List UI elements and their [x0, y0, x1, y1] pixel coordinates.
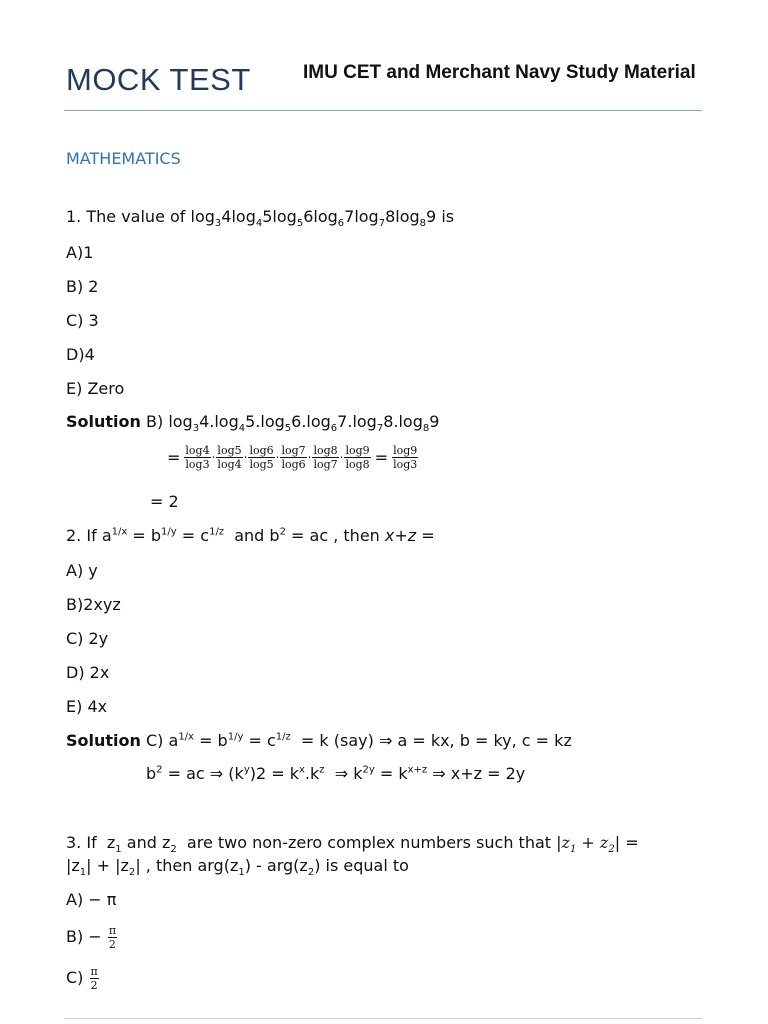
multiply-dot: ·	[339, 450, 344, 465]
log-fraction: $\frac{\log 7}{\log 6}$	[281, 444, 306, 471]
log-term: 9	[429, 412, 440, 431]
result-fraction: $\frac{\log 9}{\log 3}$	[393, 444, 418, 471]
multiply-dot: ·	[307, 450, 312, 465]
question-1-expression	[190, 207, 437, 230]
multiply-dot: ·	[275, 450, 280, 465]
log-base: 8	[422, 423, 430, 435]
question-2-option-d: D) 2x	[66, 663, 110, 682]
log-fraction: $\frac{\log 8}{\log 7}$	[313, 444, 338, 471]
log-base: 6	[337, 218, 345, 230]
log-fraction: $\frac{\log 6}{\log 5}$	[249, 444, 274, 471]
solution-1-expression	[168, 412, 440, 435]
question-1: 1. The value of $\log_34\log_45\log_56\log_67\log_78\log_89$ is	[66, 207, 455, 230]
solution-1: Solution B) $\log_34.\log_45.\log_56.\log_67.\log_78.\log_89$	[66, 412, 440, 435]
page-subtitle: IMU CET and Merchant Navy Study Material	[303, 62, 696, 83]
log-term: 4.log	[199, 412, 239, 431]
log-term: 5log	[262, 207, 297, 226]
log-term: 9	[426, 207, 437, 226]
log-fraction: $\frac{\log 4}{\log 3}$	[185, 444, 210, 471]
solution-1-fraction-chain: = $\frac{\log 4}{\log 3}$ · $\frac{\log 5}{\log 4}$ · $\frac{\log 6}{\log 5}$ · $\frac{\log 7}{\log 6}$ · $\frac{\log 8}{\log 7}$ · $\frac{\log 9}{\log 8}$ = $\frac{\log 9}{\log 3}$	[167, 444, 418, 471]
log-base: 5	[284, 423, 292, 435]
log-term: 6log	[303, 207, 338, 226]
question-2: 2. If $a^{1/x} = b^{1/y} = c^{1/z}$ and $b^2$ = ac , then x+z =	[66, 526, 435, 545]
log-base: 5	[296, 218, 304, 230]
log-term: 7log	[344, 207, 379, 226]
log-term: 8log	[385, 207, 420, 226]
solution-2: Solution C) $a^{1/x} = b^{1/y} = c^{1/z} = k$ (say) ⇒ a = kx, b = ky, c = kz	[66, 731, 572, 750]
log-term: log	[168, 412, 193, 431]
question-2-option-b: B)2xyz	[66, 595, 121, 614]
solution-2-line-2: $b^2$ = ac ⇒ $(k^y)2 = k^x.k^z$ ⇒ $k^{2y} = k^{x+z}$ ⇒ x+z = 2y	[146, 764, 526, 783]
log-base: 7	[378, 218, 386, 230]
log-fraction: $\frac{\log 9}{\log 8}$	[345, 444, 370, 471]
question-2-option-c: C) 2y	[66, 629, 109, 648]
log-term: 8.log	[383, 412, 423, 431]
log-base: 6	[330, 423, 338, 435]
log-term: log	[190, 207, 215, 226]
question-3-option-c: C) $\frac{\pi}{2}$	[66, 965, 98, 992]
log-term: 4log	[221, 207, 256, 226]
question-3-option-b: B) − $\frac{\pi}{2}$	[66, 924, 117, 951]
multiply-dot: ·	[243, 450, 248, 465]
question-1-option-a: A)1	[66, 243, 94, 262]
question-2-option-e: E) 4x	[66, 697, 108, 716]
section-heading: MATHEMATICS	[66, 149, 181, 168]
page-title: MOCK TEST	[66, 62, 251, 97]
log-base: 4	[238, 423, 246, 435]
solution-1-result: = 2	[150, 492, 179, 511]
question-1-option-b: B) 2	[66, 277, 99, 296]
log-term: 7.log	[337, 412, 377, 431]
question-2-option-a: A) y	[66, 561, 98, 580]
question-3-option-a: A) − π	[66, 890, 117, 909]
header-divider	[64, 110, 702, 111]
question-3-line-1: 3. If $z_1$ and $z_2$ are two non-zero complex numbers such that $|z_1 + z_2|$ =	[66, 833, 639, 856]
log-base: 4	[255, 218, 263, 230]
question-1-option-d: D)4	[66, 345, 95, 364]
log-base: 3	[192, 423, 200, 435]
question-3-line-2: $|z_1| + |z_2|$ , then $arg(z_1) - arg(z_2)$ is equal to	[66, 856, 409, 879]
log-base: 3	[214, 218, 222, 230]
question-1-option-c: C) 3	[66, 311, 99, 330]
question-1-option-e: E) Zero	[66, 379, 125, 398]
log-base: 7	[376, 423, 384, 435]
log-base: 8	[419, 218, 427, 230]
log-term: 6.log	[291, 412, 331, 431]
log-term: 5.log	[245, 412, 285, 431]
multiply-dot: ·	[211, 450, 216, 465]
page-bottom-divider	[64, 1018, 702, 1019]
log-fraction: $\frac{\log 5}{\log 4}$	[217, 444, 242, 471]
